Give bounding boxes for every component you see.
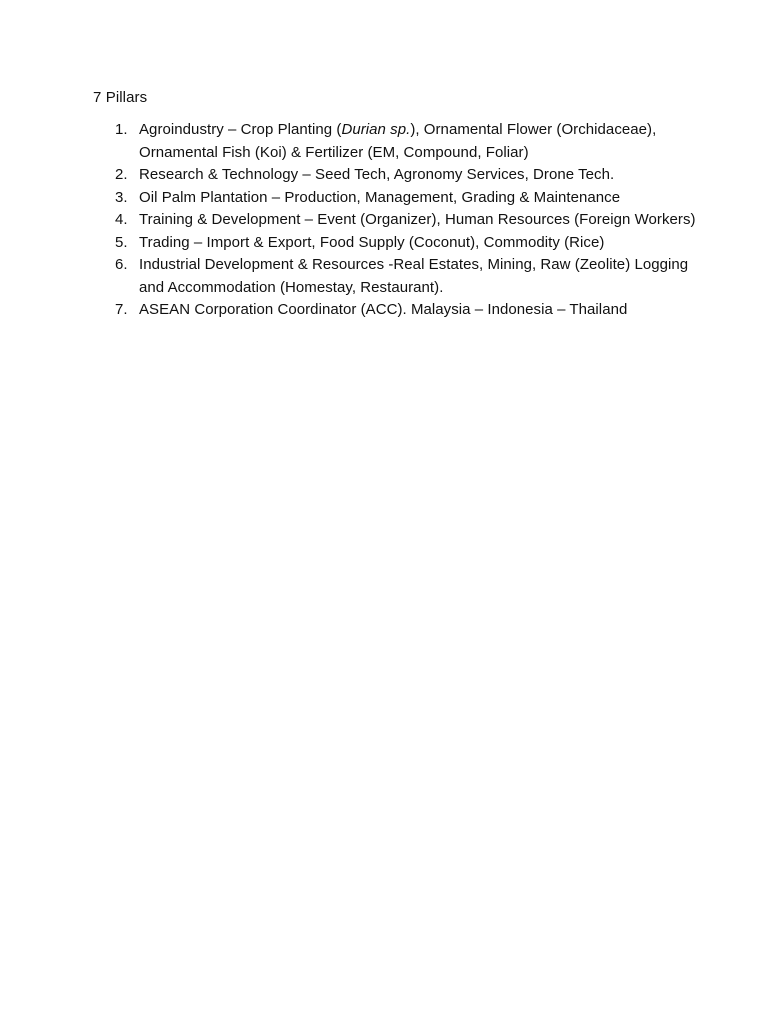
list-item-text-after: ), Ornamental Flower (Orchidaceae), Ornamental Fish (Koi) & Fertilizer (EM, Compound, Foliar): [139, 121, 657, 161]
list-item-text: [139, 121, 656, 161]
list-item-number: 5.: [115, 233, 128, 251]
list-item: [115, 119, 699, 164]
list-item: [115, 254, 699, 299]
list-item-number: 4.: [115, 211, 128, 228]
list-item-text: Research & Technology – Seed Tech, Agronomy Services, Drone Tech.: [139, 166, 615, 183]
list-item-number: 6.: [115, 256, 128, 273]
list-item: [115, 232, 699, 255]
list-item-number: 7.: [115, 301, 128, 318]
list-item-text: ASEAN Corporation Coordinator (ACC). Malaysia – Indonesia – Thailand: [139, 301, 628, 318]
list-item: [115, 187, 699, 210]
list-item: [115, 299, 699, 322]
list-item-number: 2.: [115, 166, 128, 183]
list-item-number: 1.: [115, 121, 128, 138]
list-item-italic-text: Durian sp.: [341, 121, 411, 138]
list-item: [115, 209, 699, 232]
list-item-number: 3.: [115, 188, 128, 206]
list-item-text: Oil Palm Plantation – Production, Management, Grading & Maintenance: [139, 188, 621, 206]
pillars-list: [115, 119, 699, 322]
document-heading: 7 Pillars: [93, 89, 148, 106]
list-item-text: Training & Development – Event (Organizer), Human Resources (Foreign Workers): [139, 211, 696, 228]
list-item-text-before: Agroindustry – Crop Planting (: [139, 121, 342, 138]
list-item: [115, 164, 699, 187]
list-item-text: Industrial Development & Resources -Real Estates, Mining, Raw (Zeolite) Logging and Accommodation (Homestay, Restaurant).: [139, 256, 689, 296]
list-item-text: Trading – Import & Export, Food Supply (Coconut), Commodity (Rice): [139, 233, 605, 251]
